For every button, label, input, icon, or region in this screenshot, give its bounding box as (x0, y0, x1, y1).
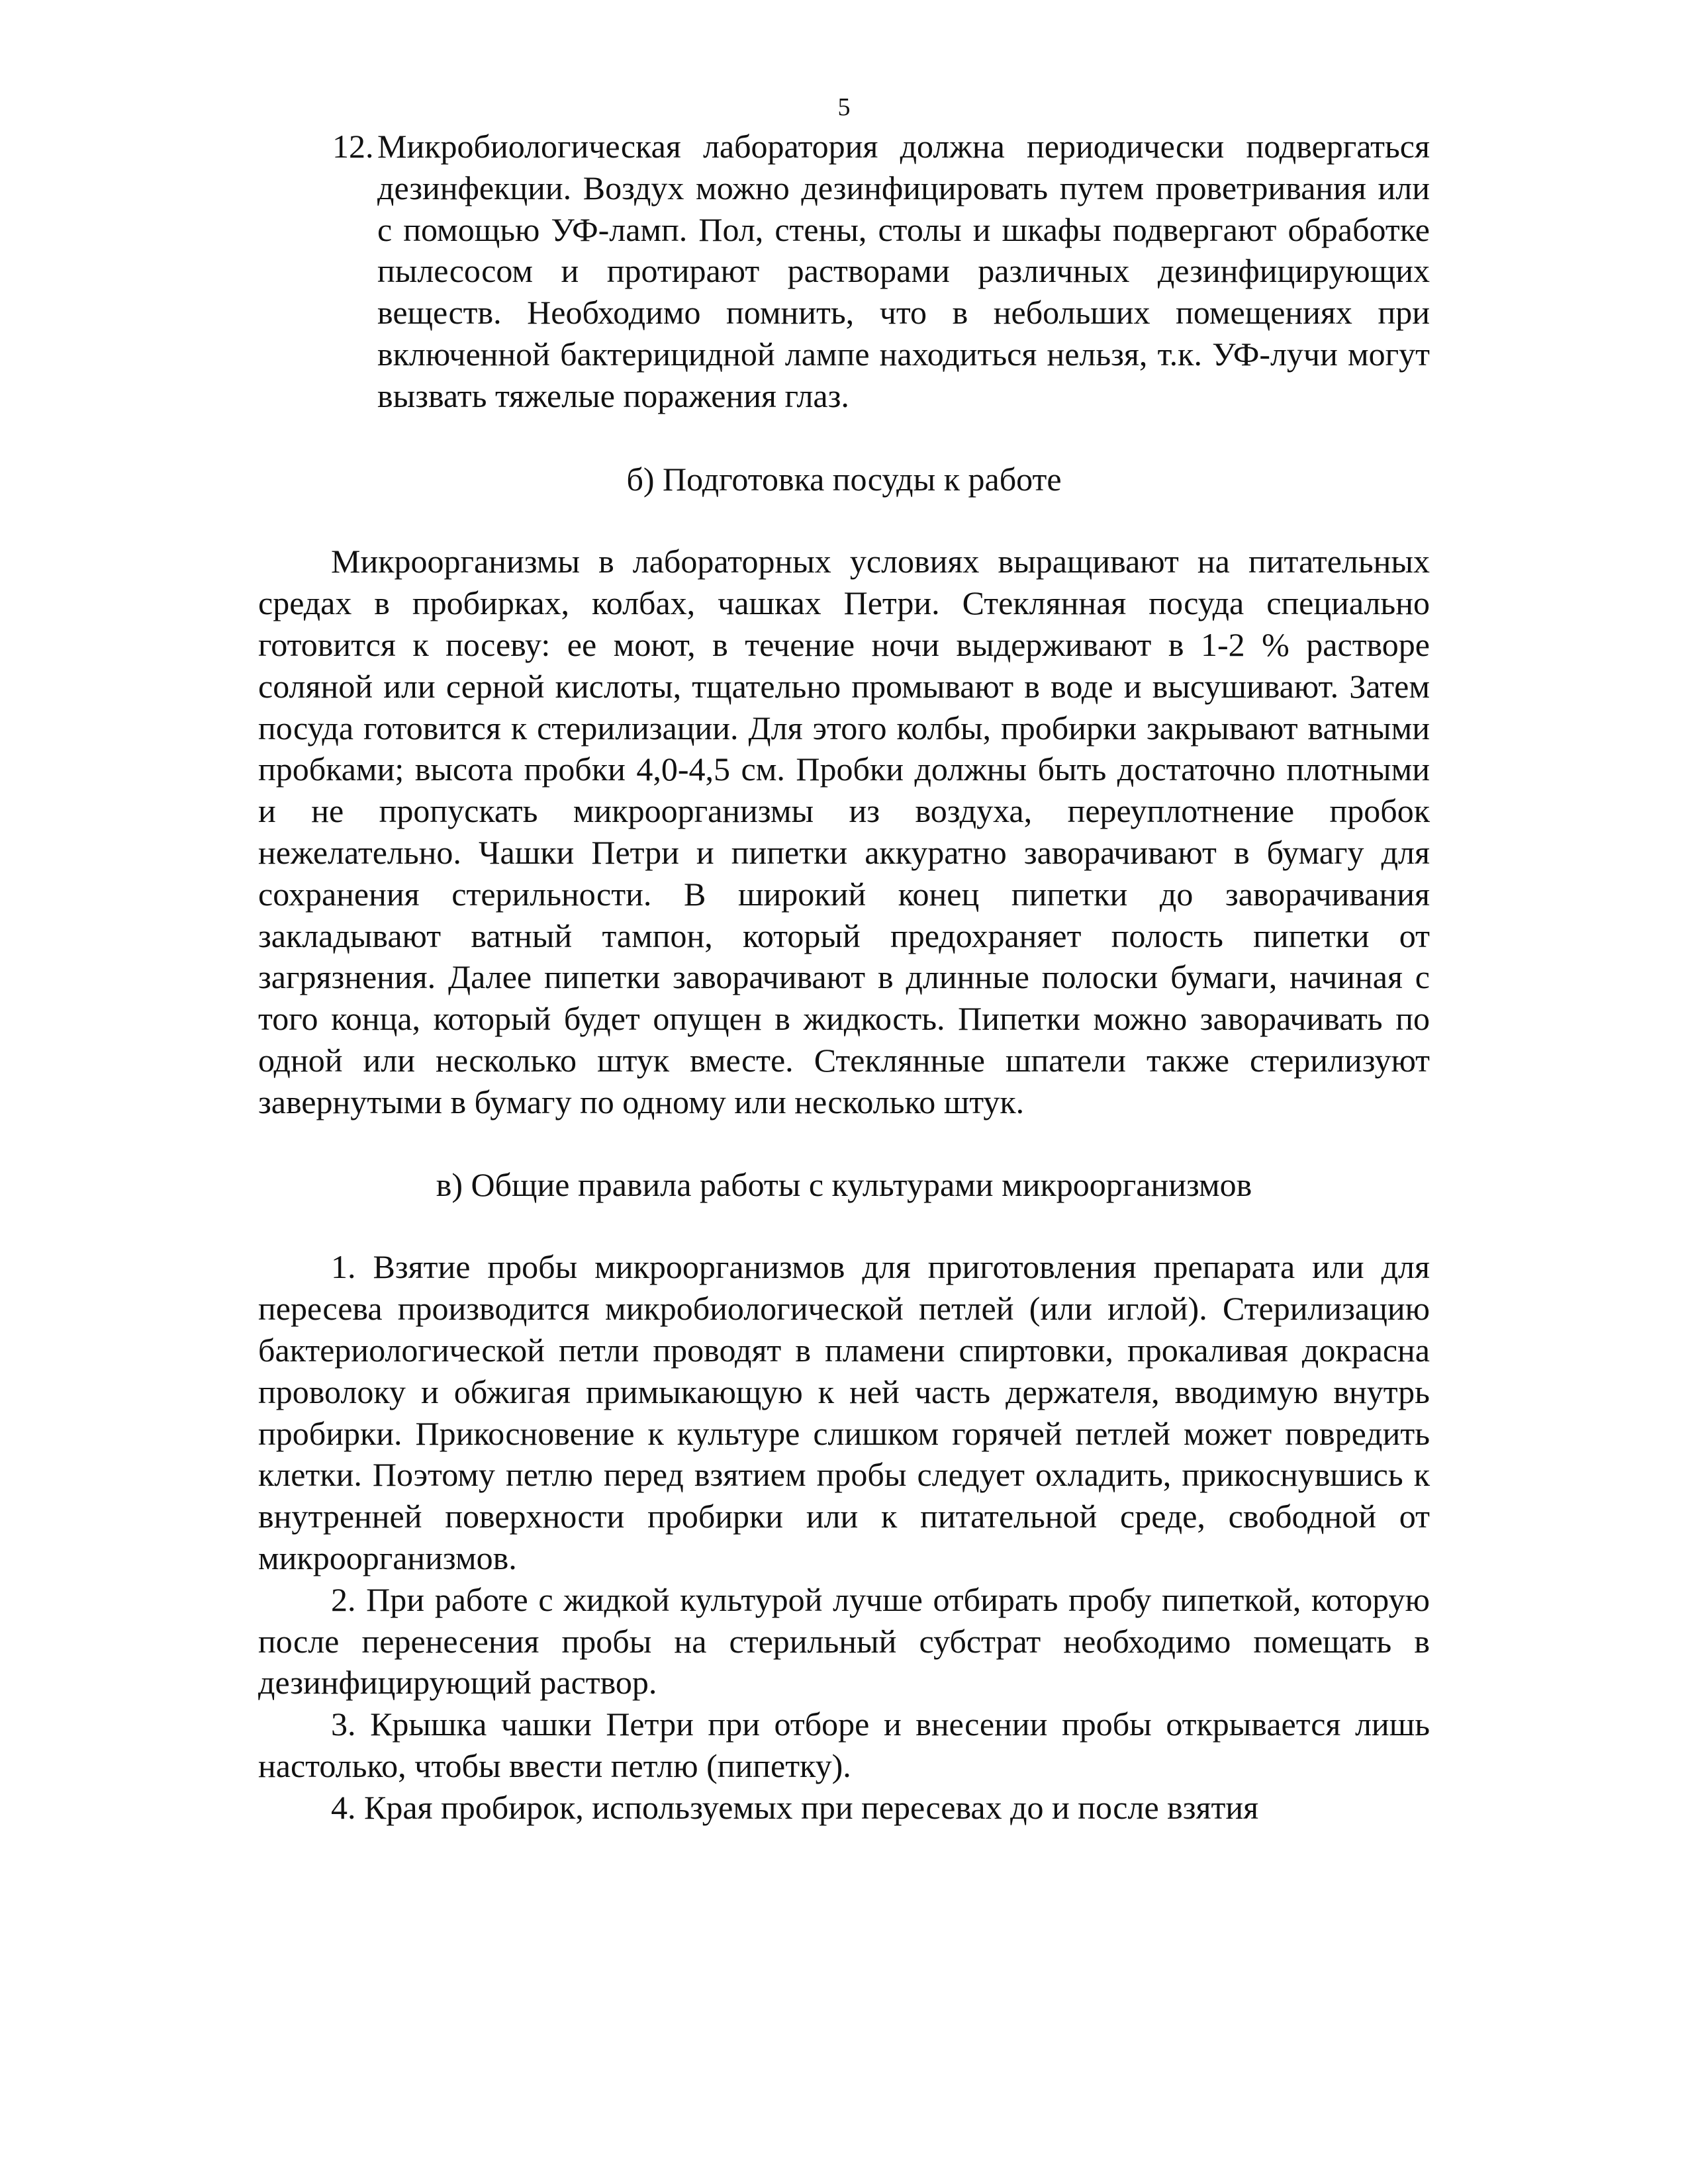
list-item-number: 12. (332, 128, 374, 165)
rule-item-3: 3. Крышка чашки Петри при отборе и внесении пробы открывается лишь настолько, чтобы ввести петлю (пипетку). (258, 1706, 1430, 1784)
section-heading-v: в) Общие правила работы с культурами микроорганизмов (436, 1165, 1252, 1203)
page-content (258, 126, 1430, 1828)
rule-item-4: 4. Края пробирок, используемых при пересевах до и после взятия (331, 1788, 1259, 1826)
list-item-text: Микробиологическая лаборатория должна периодически подвергаться дезинфекции. Воздух можно дезинфицировать путем проветривания или с помощью УФ-ламп. Пол, стены, столы и шкафы подвергают обработке пылесосом и протирают растворами различных дезинфицирующих веществ. Необходимо помнить, что в небольших помещениях при включенной бактерицидной лампе находиться нельзя, т.к. УФ-лучи могут вызвать тяжелые поражения глаз. (377, 128, 1430, 414)
section-heading-b: б) Подготовка посуды к работе (626, 460, 1062, 498)
page-number: 5 (837, 93, 851, 121)
section-b-paragraph: Микроорганизмы в лабораторных условиях выращивают на питательных средах в пробирках, колбах, чашках Петри. Стеклянная посуда специально готовится к посеву: ее моют, в течение ночи выдерживают в 1-2 % растворе соляной или серной кислоты, тщательно промывают в воде и высушивают. Затем посуда готовится к стерилизации. Для этого колбы, пробирки закрывают ватными пробками; высота пробки 4,0-4,5 см. Пробки должны быть достаточно плотными и не пропускать микроорганизмы из воздуха, переуплотнение пробок нежелательно. Чашки Петри и пипетки аккуратно заворачивают в бумагу для сохранения стерильности. В широкий конец пипетки до заворачивания закладывают ватный тампон, который предохраняет полость пипетки от загрязнения. Далее пипетки заворачивают в длинные полоски бумаги, начиная с того конца, который будет опущен в жидкость. Пипетки можно заворачивать по одной или несколько штук вместе. Стеклянные шпатели также стерилизуют завернутыми в бумагу по одному или несколько штук. (258, 543, 1430, 1120)
rules-list (258, 1246, 1430, 1828)
list-item-12 (258, 126, 1430, 417)
rule-item-2: 2. При работе с жидкой культурой лучше отбирать пробу пипеткой, которую после перенесения пробы на стерильный субстрат необходимо помещать в дезинфицирующий раствор. (258, 1580, 1430, 1702)
rule-item-1: 1. Взятие пробы микроорганизмов для приготовления препарата или для пересева производится микробиологической петлей (или иглой). Стерилизацию бактериологической петли проводят в пламени спиртовки, прокаливая докрасна проволоку и обжигая примыкающую к ней часть держателя, вводимую внутрь пробирки. Прикосновение к культуре слишком горячей петлей может повредить клетки. Поэтому петлю перед взятием пробы следует охладить, прикоснувшись к внутренней поверхности пробирки или к питательной среде, свободной от микроорганизмов. (258, 1248, 1430, 1576)
